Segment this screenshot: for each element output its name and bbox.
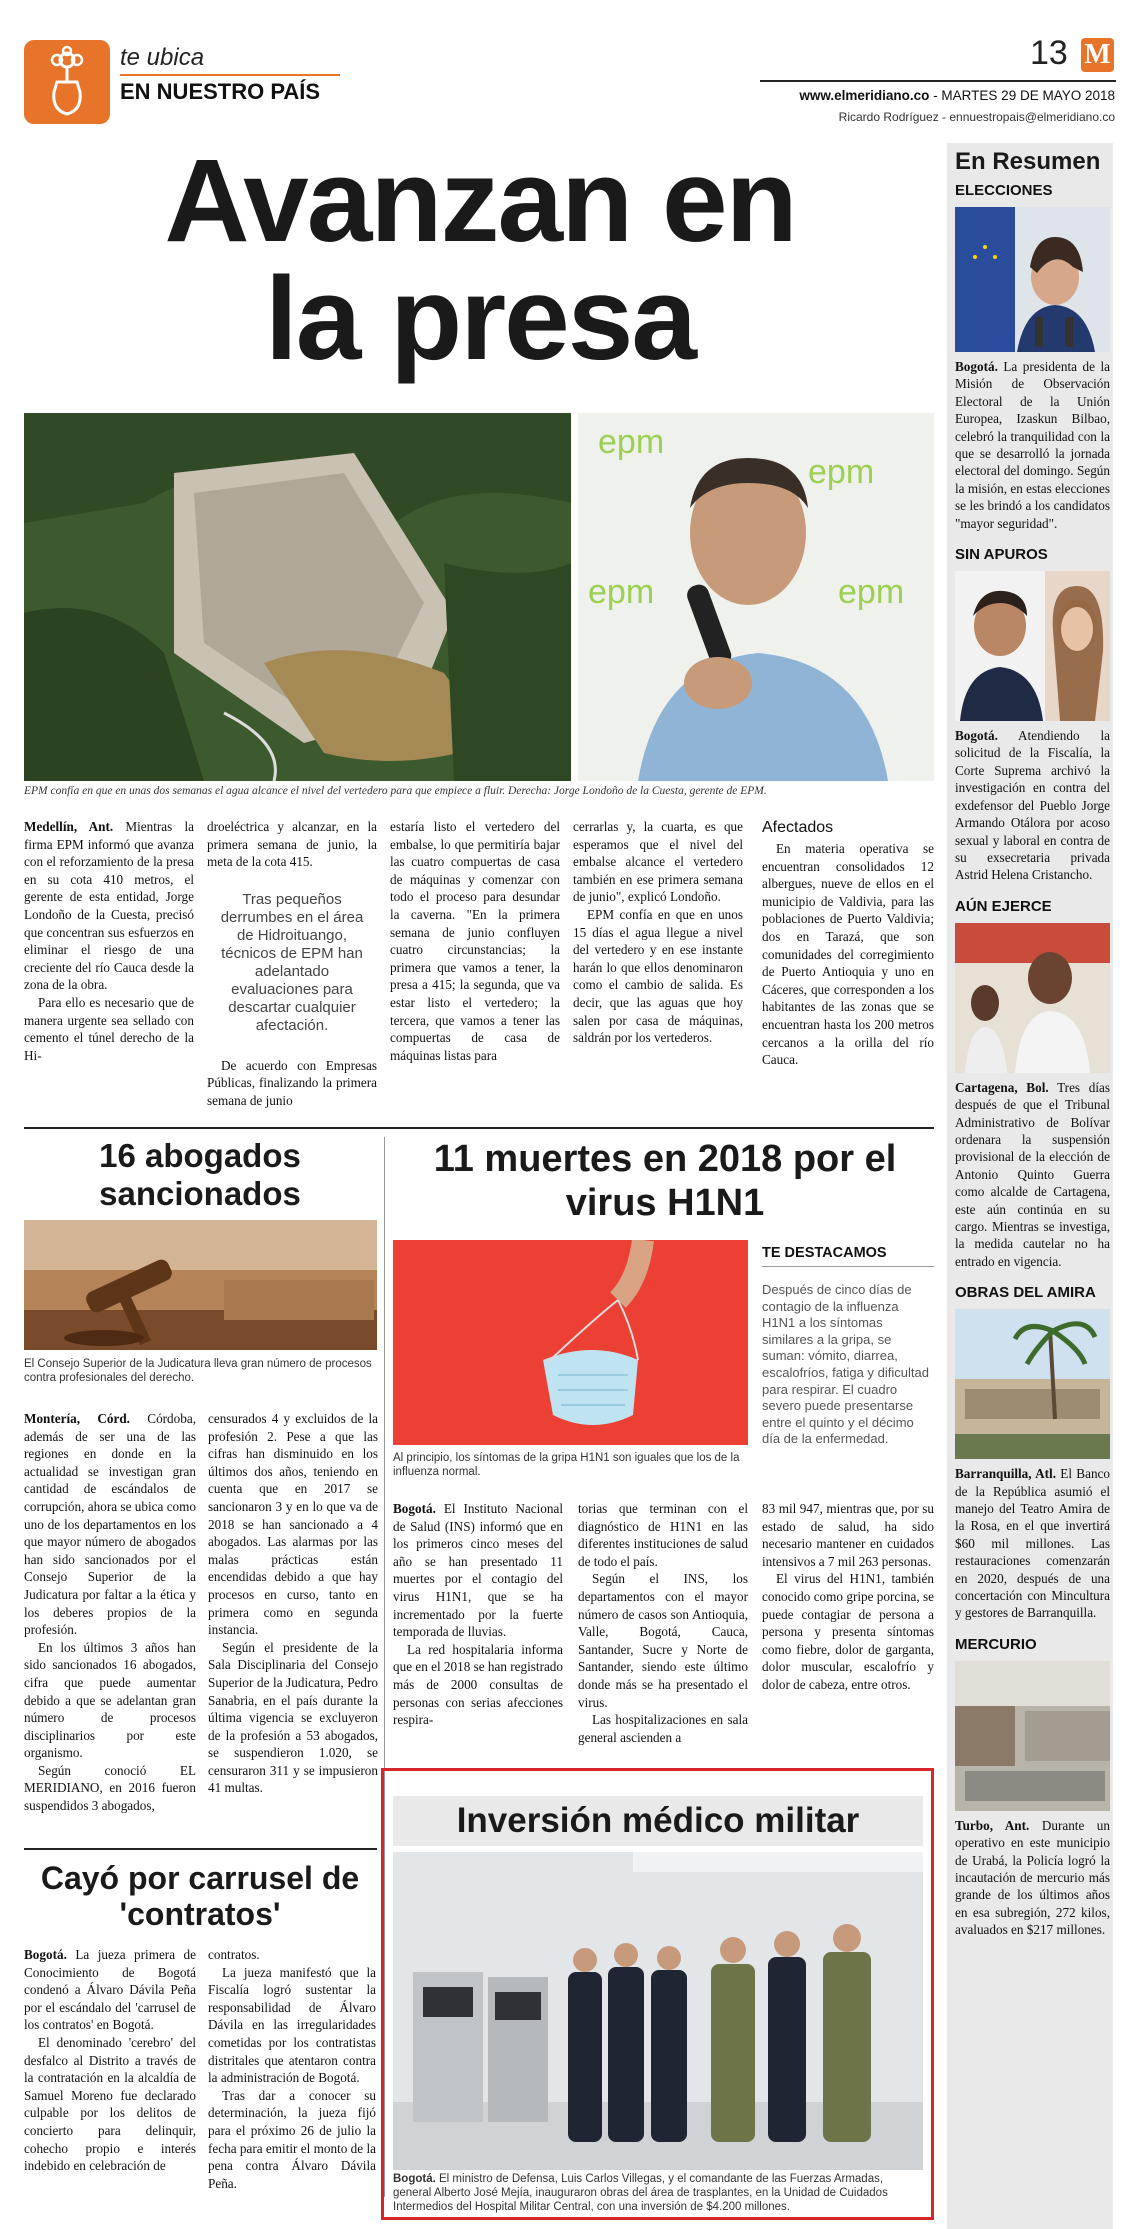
main-col5-p1: En materia operativa se encuentran consolidados 12 albergues, nueve de ellos en el municipio de Valdivia, para las poblaciones de Puerto Valdivia; dos en Tarazá, que son comunidades del corregimiento de Puerto Antioquia y uno en Cáceres, que corresponden a los habitantes de las zonas que se encuentran hasta los 200 metros cercanos a la orilla del río Cauca. [762,841,934,1068]
svg-text:epm: epm [598,423,665,461]
destacamos-title: TE DESTACAMOS [762,1245,887,1261]
logo-letter: M [1084,39,1111,70]
main-col1-p1: Medellín, Ant. Mientras la firma EPM informó que avanza con el reforzamiento de la presa en su cota 410 metros, el gerente de esta entidad, Jorge Londoño de la Cuesta, precisó que concentran sus esfuerzos en eliminar el riesgo de una creciente del río Cauca desde la zona de la obra. [24,819,194,993]
section-tagline-rule [120,74,340,76]
h1n1-col2-p1: torias que terminan con el diagnóstico de H1N1 en las diferentes instituciones de salud de todo el país. [578,1501,748,1569]
sidebar-text-elecciones: Bogotá. La presidenta de la Misión de Observación Electoral de la Unión Europea, Izaskun Bilbao, celebró la tranquilidad con la que se desarrolló la jornada electoral del domingo. Según la misión, en estas elecciones se les brindó a los candidatos "mayor seguridad". [955,359,1110,531]
h1n1-mask-photo [393,1240,748,1445]
sidebar-text-obras-amira: Barranquilla, Atl. El Banco de la República asumió el manejo del Teatro Amira de la Rosa, en el que invertirá $60 mil millones. Las restauraciones comenzarán en 2020, después de una concertación con Mincultura y gestores de Barranquilla. [955,1466,1110,1621]
h1n1-col3-p2: El virus del H1N1, también conocido como gripe porcina, se puede contagiar de persona a persona y presenta síntomas como fiebre, dolor de garganta, dolor muscular, escalofrío y dolor de cabeza, entre otros. [762,1571,934,1692]
page-number: 13 [1030,34,1068,72]
sidebar-photo-sin-apuros [955,571,1110,721]
abogados-col2-p2: Según el presidente de la Sala Disciplinaria del Consejo Superior de la Judicatura, Pedro Sanabria, en el país durante la última vigencia se excluyeron de la profesión a 53 abogados, se suspendieron 1.020, se censuraron 311 y se impusieron 41 multas. [208,1639,378,1796]
afectados-subhead: Afectados [762,819,834,836]
carrusel-col2-p3: Tras dar a conocer su determinación, la jueza fijó para el próximo 26 de julio la fecha para emitir el monto de la pena contra Álvaro Dávila Peña. [208,2087,376,2191]
epm-manager-photo [578,413,934,781]
abogados-caption: El Consejo Superior de la Judicatura lleva gran número de procesos contra profesionales del derecho. [24,1358,372,1384]
main-col4-p2: EPM confía en que en unos 15 días el agua llegue a nivel del vertedero y en ese instante harán lo que ellos denominaron como el cambio de salida. Es decir, que las aguas que hoy salen por casa de máquinas, saldrán por los vertederos. [573,906,743,1046]
medico-headline: Inversión médico militar [456,1801,860,1840]
main-photo-caption: EPM confía en que en unas dos semanas el agua alcance el nivel del vertedero para que empiece a fluir. Derecha: Jorge Londoño de la Cuesta, gerente de EPM. [24,785,767,797]
header-rule [760,80,1116,82]
sidebar-heading-obras-amira: OBRAS DEL AMIRA [955,1284,1096,1302]
abogados-col1-p1: Montería, Córd. Córdoba, además de ser una de las regiones en donde en la actualidad se investigan gran cantidad de escándalos de corrupción, ahora se ubica como uno de los departamentos en los que mayor número de abogados han sido sancionados por el Consejo Superior de la Judicatura por faltar a la ética y los deberes propios de la profesión. [24,1411,196,1638]
abogados-col1-p2: En los últimos 3 años han sido sancionados 16 abogados, cifra que puede aumentar debido a que se adelantan gran número de procesos disciplinarios por este organismo. [24,1639,196,1761]
sidebar-text-aun-ejerce: Cartagena, Bol. Tres días después de que el Tribunal Administrativo de Bolívar ordenara la suspensión provisional de la elección de Antonio Quinto Guerra como alcalde de Cartagena, este aún continúa en su cargo. Mientras se investiga, la medida cautelar no ha entrado en vigencia. [955,1079,1110,1269]
sidebar-text-sin-apuros: Bogotá. Atendiendo la solicitud de la Fiscalía, la Corte Suprema archivó la investigación en contra del exdefensor del Pueblo Jorge Armando Otálora por acoso sexual y laboral en contra de su exsecretaria privada Astrid Helena Cristancho. [955,728,1110,883]
abogados-gavel-photo [24,1220,377,1350]
carrusel-col-2 [208,1946,376,2192]
main-story-bottom-rule [24,1127,934,1129]
h1n1-headline: 11 muertes en 2018 por el virus H1N1 [433,1138,897,1224]
svg-text:epm: epm [808,453,875,491]
masthead-logo [1081,38,1114,72]
section-logo-box [24,40,110,124]
main-col-1 [24,818,194,1064]
h1n1-col1-p2: La red hospitalaria informa que en el 2018 se han registrado más de 2000 consultas de personas con serias afecciones respira- [393,1641,563,1728]
main-headline [24,135,936,385]
main-col-2 [207,818,377,1110]
sidebar-heading-sin-apuros: SIN APUROS [955,546,1048,564]
site-url: www.elmeridiano.co [799,88,930,103]
h1n1-col-3 [762,1500,934,1694]
h1n1-col3-p1: 83 mil 947, mientras que, por su estado de salud, ha sido necesario mantener en cuidados intensivos a 7 mil 263 personas. [762,1501,934,1569]
carrusel-col2-p2: La jueza manifestó que la Fiscalía logró sustentar la responsabilidad de Álvaro Dávila en las irregularidades cometidas por los contratistas distritales que atentaron contra la administración de Bogotá. [208,1964,376,2086]
dam-aerial-photo [24,413,571,781]
carrusel-col2-p1: contratos. [208,1947,260,1962]
byline: Ricardo Rodríguez - ennuestropais@elmeridiano.co [838,110,1115,124]
main-col2-p2: De acuerdo con Empresas Públicas, finalizando la primera semana de junio [207,1057,377,1108]
sidebar-heading-aun-ejerce: AÚN EJERCE [955,897,1052,915]
abogados-headline: 16 abogados sancionados [99,1137,301,1212]
carrusel-col-1 [24,1946,196,2175]
carrusel-col1-p1: Bogotá. La jueza primera de Conocimiento de Bogotá condenó a Álvaro Dávila Peña por el escándalo del 'carrusel de los contratos' en Bogotá. [24,1947,196,2033]
h1n1-col2-p2: Según el INS, los departamentos con el mayor número de casos son Antioquia, Valle, Bogotá, Cauca, Santander, Sucre y Norte de Santander, siendo este último donde más se ha presentado el virus. [578,1571,748,1710]
medico-caption-lead: Bogotá. [393,2173,436,2185]
headline-line-1: Avanzan en [164,135,796,267]
abogados-col-2 [208,1410,378,1797]
abogados-bottom-rule [24,1848,377,1850]
h1n1-caption: Al principio, los síntomas de la gripa H1N1 son iguales que los de la influenza normal. [393,1452,740,1478]
pull-quote: Tras pequeños derrumbes en el área de Hidroituango, técnicos de EPM han adelantado evaluaciones para descartar cualquier afectación. [220,890,364,1034]
h1n1-col1-p1: Bogotá. El Instituto Nacional de Salud (INS) informó que en los primeros cinco meses del año se han presentado 11 muertes por el contagio del virus H1N1, que se ha incrementado por la fuerte temporada de lluvias. [393,1501,563,1640]
abogados-col2-p1: censurados 4 y excluidos de la profesión 2. Pese a que las cifras han disminuido en los últimos dos años, teniendo en cuenta que en 2017 se sancionaron 3 y en lo que va de 2018 se han sancionado a 4 abogados. Las alarmas por las malas prácticas están encendidas debido a que hay procesos en curso, tanto en primera como en segunda instancia. [208,1411,378,1638]
sidebar-photo-elecciones [955,207,1110,352]
destacamos-text: Después de cinco días de contagio de la influenza H1N1 a los síntomas similares a la gripa, se suman: vómito, diarrea, escalofríos, fatiga y dificultad para respirar. El cuadro severo puede presentarse entre el quinto y el décimo día de la enfermedad. [762,1282,929,1447]
carrusel-col1-p2: El denominado 'cerebro' del desfalco al Distrito a través de la contratación en la alcaldía de Samuel Moreno fue declarado culpable por los delitos de concierto para delinquir, cohecho propio e interés indebido en celebración de [24,2034,196,2174]
sidebar-heading-mercurio: MERCURIO [955,1635,1037,1653]
svg-text:epm: epm [838,573,905,611]
sidebar-photo-aun-ejerce [955,923,1110,1073]
section-tagline: te ubica [120,44,205,71]
main-col-3 [390,818,560,1064]
main-col3-p1: estaría listo el vertedero del embalse, lo que permitiría bajar las cuatro compuertas de casa de máquinas y comenzar con todo el proceso para desundar la caverna. "En la primera semana de junio confluyen cuatro circunstancias; la primera que vamos a tener, la presa a 415; la segunda, que va estar listo el vertedero; la tercera, que vamos a tener las compuertas de casa de máquinas listas para [390,819,560,1063]
medico-photo [393,1852,923,2170]
h1n1-col-2 [578,1500,748,1746]
main-lead: Medellín, Ant. [24,819,114,834]
main-col1-p2: Para ello es necesario que de manera urgente sea sellado con cemento el túnel derecho de la Hi- [24,994,194,1063]
main-col4-p1: cerrarlas y, la cuarta, es que esperamos que el nivel del embalse alcance el vertedero también en ese primera semana de junio", explicó Londoño. [573,819,743,905]
sidebar-photo-obras-amira [955,1309,1110,1459]
section-name: EN NUESTRO PAÍS [120,79,321,104]
h1n1-col2-p3: Las hospitalizaciones en sala general ascienden a [578,1712,748,1745]
abogados-col1-p3: Según conoció EL MERIDIANO, en 2016 fueron suspendidos 3 abogados, [24,1762,196,1814]
sidebar-title: En Resumen [955,148,1101,175]
headline-line-2: la presa [264,253,696,385]
main-col-4 [573,818,743,1047]
issue-date: - MARTES 29 DE MAYO 2018 [929,88,1115,103]
h1n1-col-1 [393,1500,563,1729]
dateline [751,88,1115,103]
main-col-5 [762,818,934,1069]
carrusel-headline: Cayó por carrusel de 'contratos' [40,1860,360,1932]
medico-caption: Bogotá. El ministro de Defensa, Luis Carlos Villegas, y el comandante de las Fuerzas Armadas, general Alberto José Mejía, inauguraron obras del área de trasplantes, en la Unidad de Cuidados Intermedios del Hospital Militar Central, con una inversión de $4.200 millones. [393,2173,888,2213]
abogados-col-1 [24,1410,196,1815]
svg-text:epm: epm [588,573,655,611]
flower-vase-icon [24,40,110,124]
sidebar-photo-mercurio [955,1661,1110,1811]
main-col2-p1: droeléctrica y alcanzar, en la primera semana de junio, la meta de la cota 415. [207,819,377,870]
destacamos-rule [762,1266,934,1267]
sidebar-heading-elecciones: ELECCIONES [955,182,1053,199]
sidebar-text-mercurio: Turbo, Ant. Durante un operativo en este municipio de Urabá, la Policía logró la incautación de mercurio más grande de los últimos años en esa subregión, 272 kilos, avaluados en $217 millones. [955,1817,1110,1938]
sidebar-content [955,148,1110,1939]
